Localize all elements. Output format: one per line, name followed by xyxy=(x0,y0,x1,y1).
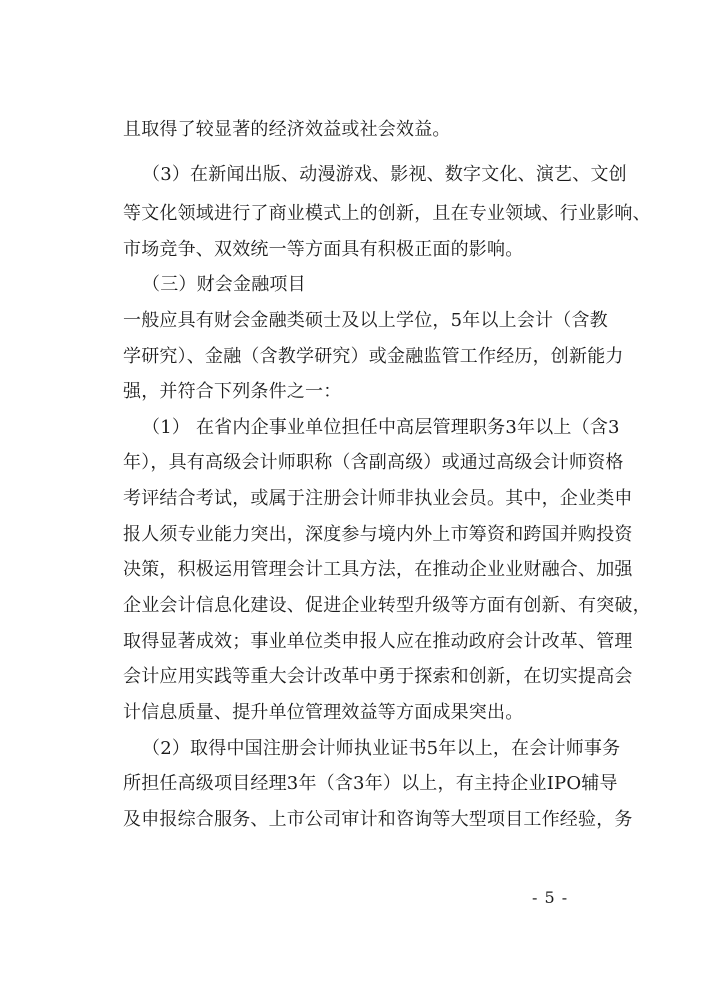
text-line: 一般应具有财会金融类硕士及以上学位，5年以上会计（含教 xyxy=(123,310,608,331)
text-line: 所担任高级项目经理3年（含3年）以上，有主持企业IPO辅导 xyxy=(123,773,618,794)
text-line: 考评结合考试，或属于注册会计师非执业会员。其中，企业类申 xyxy=(123,488,633,509)
text-line: 年），具有高级会计师职称（含副高级）或通过高级会计师资格 xyxy=(123,452,624,473)
text-line: 决策，积极运用管理会计工具方法，在推动企业业财融合、加强 xyxy=(123,559,633,580)
text-line: （1） 在省内企事业单位担任中高层管理职务3年以上（含3 xyxy=(142,417,620,438)
text-line: 强，并符合下列条件之一： xyxy=(123,381,342,402)
text-line: （3）在新闻出版、动漫游戏、影视、数字文化、演艺、文创 xyxy=(142,164,627,185)
page-number: - 5 - xyxy=(532,888,569,907)
text-line: 取得显著成效；事业单位类申报人应在推动政府会计改革、管理 xyxy=(123,631,633,652)
text-line: 且取得了较显著的经济效益或社会效益。 xyxy=(123,119,451,140)
text-line: 会计应用实践等重大会计改革中勇于探索和创新，在切实提高会 xyxy=(123,666,633,687)
text-line: 报人须专业能力突出，深度参与境内外上市筹资和跨国并购投资 xyxy=(123,524,633,545)
text-line: 学研究）、金融（含教学研究）或金融监管工作经历，创新能力 xyxy=(123,346,624,367)
text-line: 计信息质量、提升单位管理效益等方面成果突出。 xyxy=(123,702,524,723)
text-line: 及申报综合服务、上市公司审计和咨询等大型项目工作经验，务 xyxy=(123,809,633,830)
text-line: 市场竞争、双效统一等方面具有积极正面的影响。 xyxy=(123,239,524,260)
section-heading: （三）财会金融项目 xyxy=(142,274,306,295)
text-line: 等文化领域进行了商业模式上的创新，且在专业领域、行业影响、 xyxy=(123,203,651,224)
text-line: 企业会计信息化建设、促进企业转型升级等方面有创新、有突破， xyxy=(123,595,651,616)
text-line: （2）取得中国注册会计师执业证书5年以上，在会计师事务 xyxy=(142,738,621,759)
